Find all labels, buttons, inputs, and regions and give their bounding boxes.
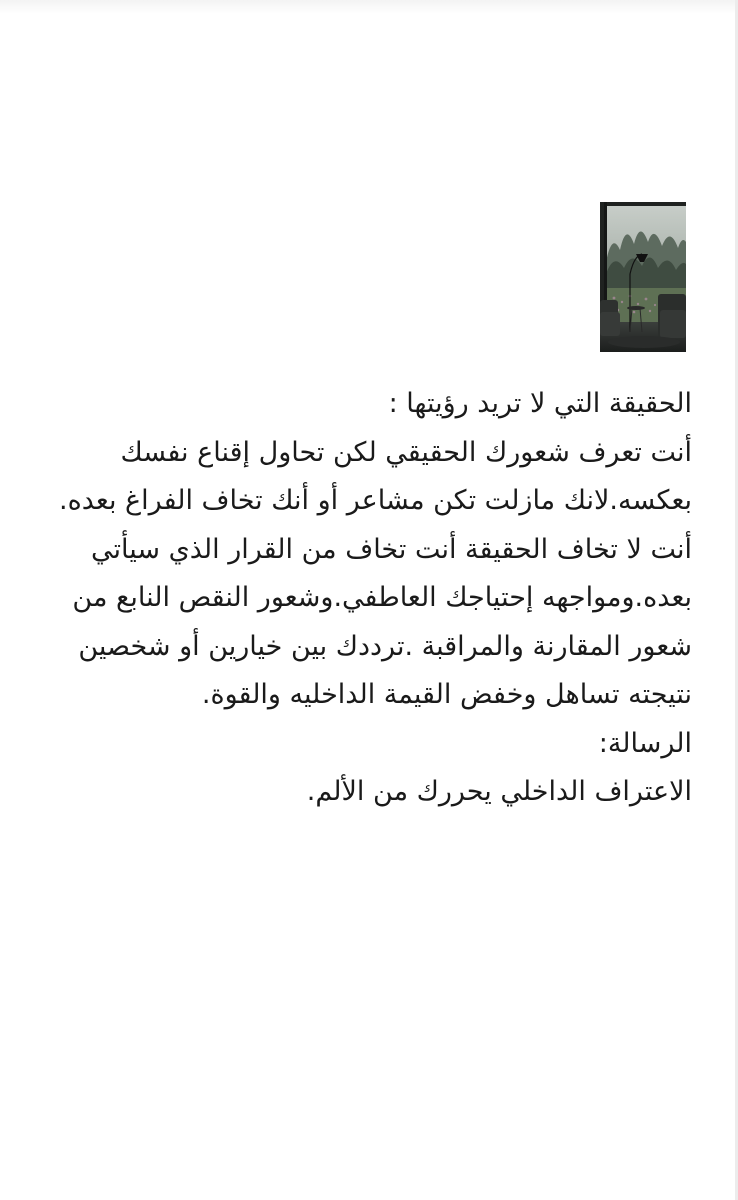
note-line: بعكسه.لانك مازلت تكن مشاعر أو أنك تخاف الفراغ بعده.: [59, 485, 692, 516]
message-label: الرسالة:: [598, 727, 692, 759]
note-heading: الحقيقة التي لا تريد رؤيتها :: [388, 388, 692, 419]
note-text-block: [40, 380, 692, 817]
photo-illustration: [600, 202, 686, 352]
living-room-photo: [600, 202, 686, 352]
note-line: أنت تعرف شعورك الحقيقي لكن تحاول إقناع نفسك: [120, 436, 692, 468]
note-line: نتيجته تساهل وخفض القيمة الداخليه والقوة.: [201, 679, 692, 710]
message-text: الاعتراف الداخلي يحررك من الألم.: [306, 776, 692, 807]
top-shadow: [0, 0, 738, 14]
note-line: شعور المقارنة والمراقبة .ترددك بين خيارين أو شخصين: [78, 630, 692, 662]
note-line: بعده.ومواجهه إحتياجك العاطفي.وشعور النقص النابع من: [72, 582, 692, 613]
note-line: أنت لا تخاف الحقيقة أنت تخاف من القرار الذي سيأتي: [90, 533, 692, 565]
